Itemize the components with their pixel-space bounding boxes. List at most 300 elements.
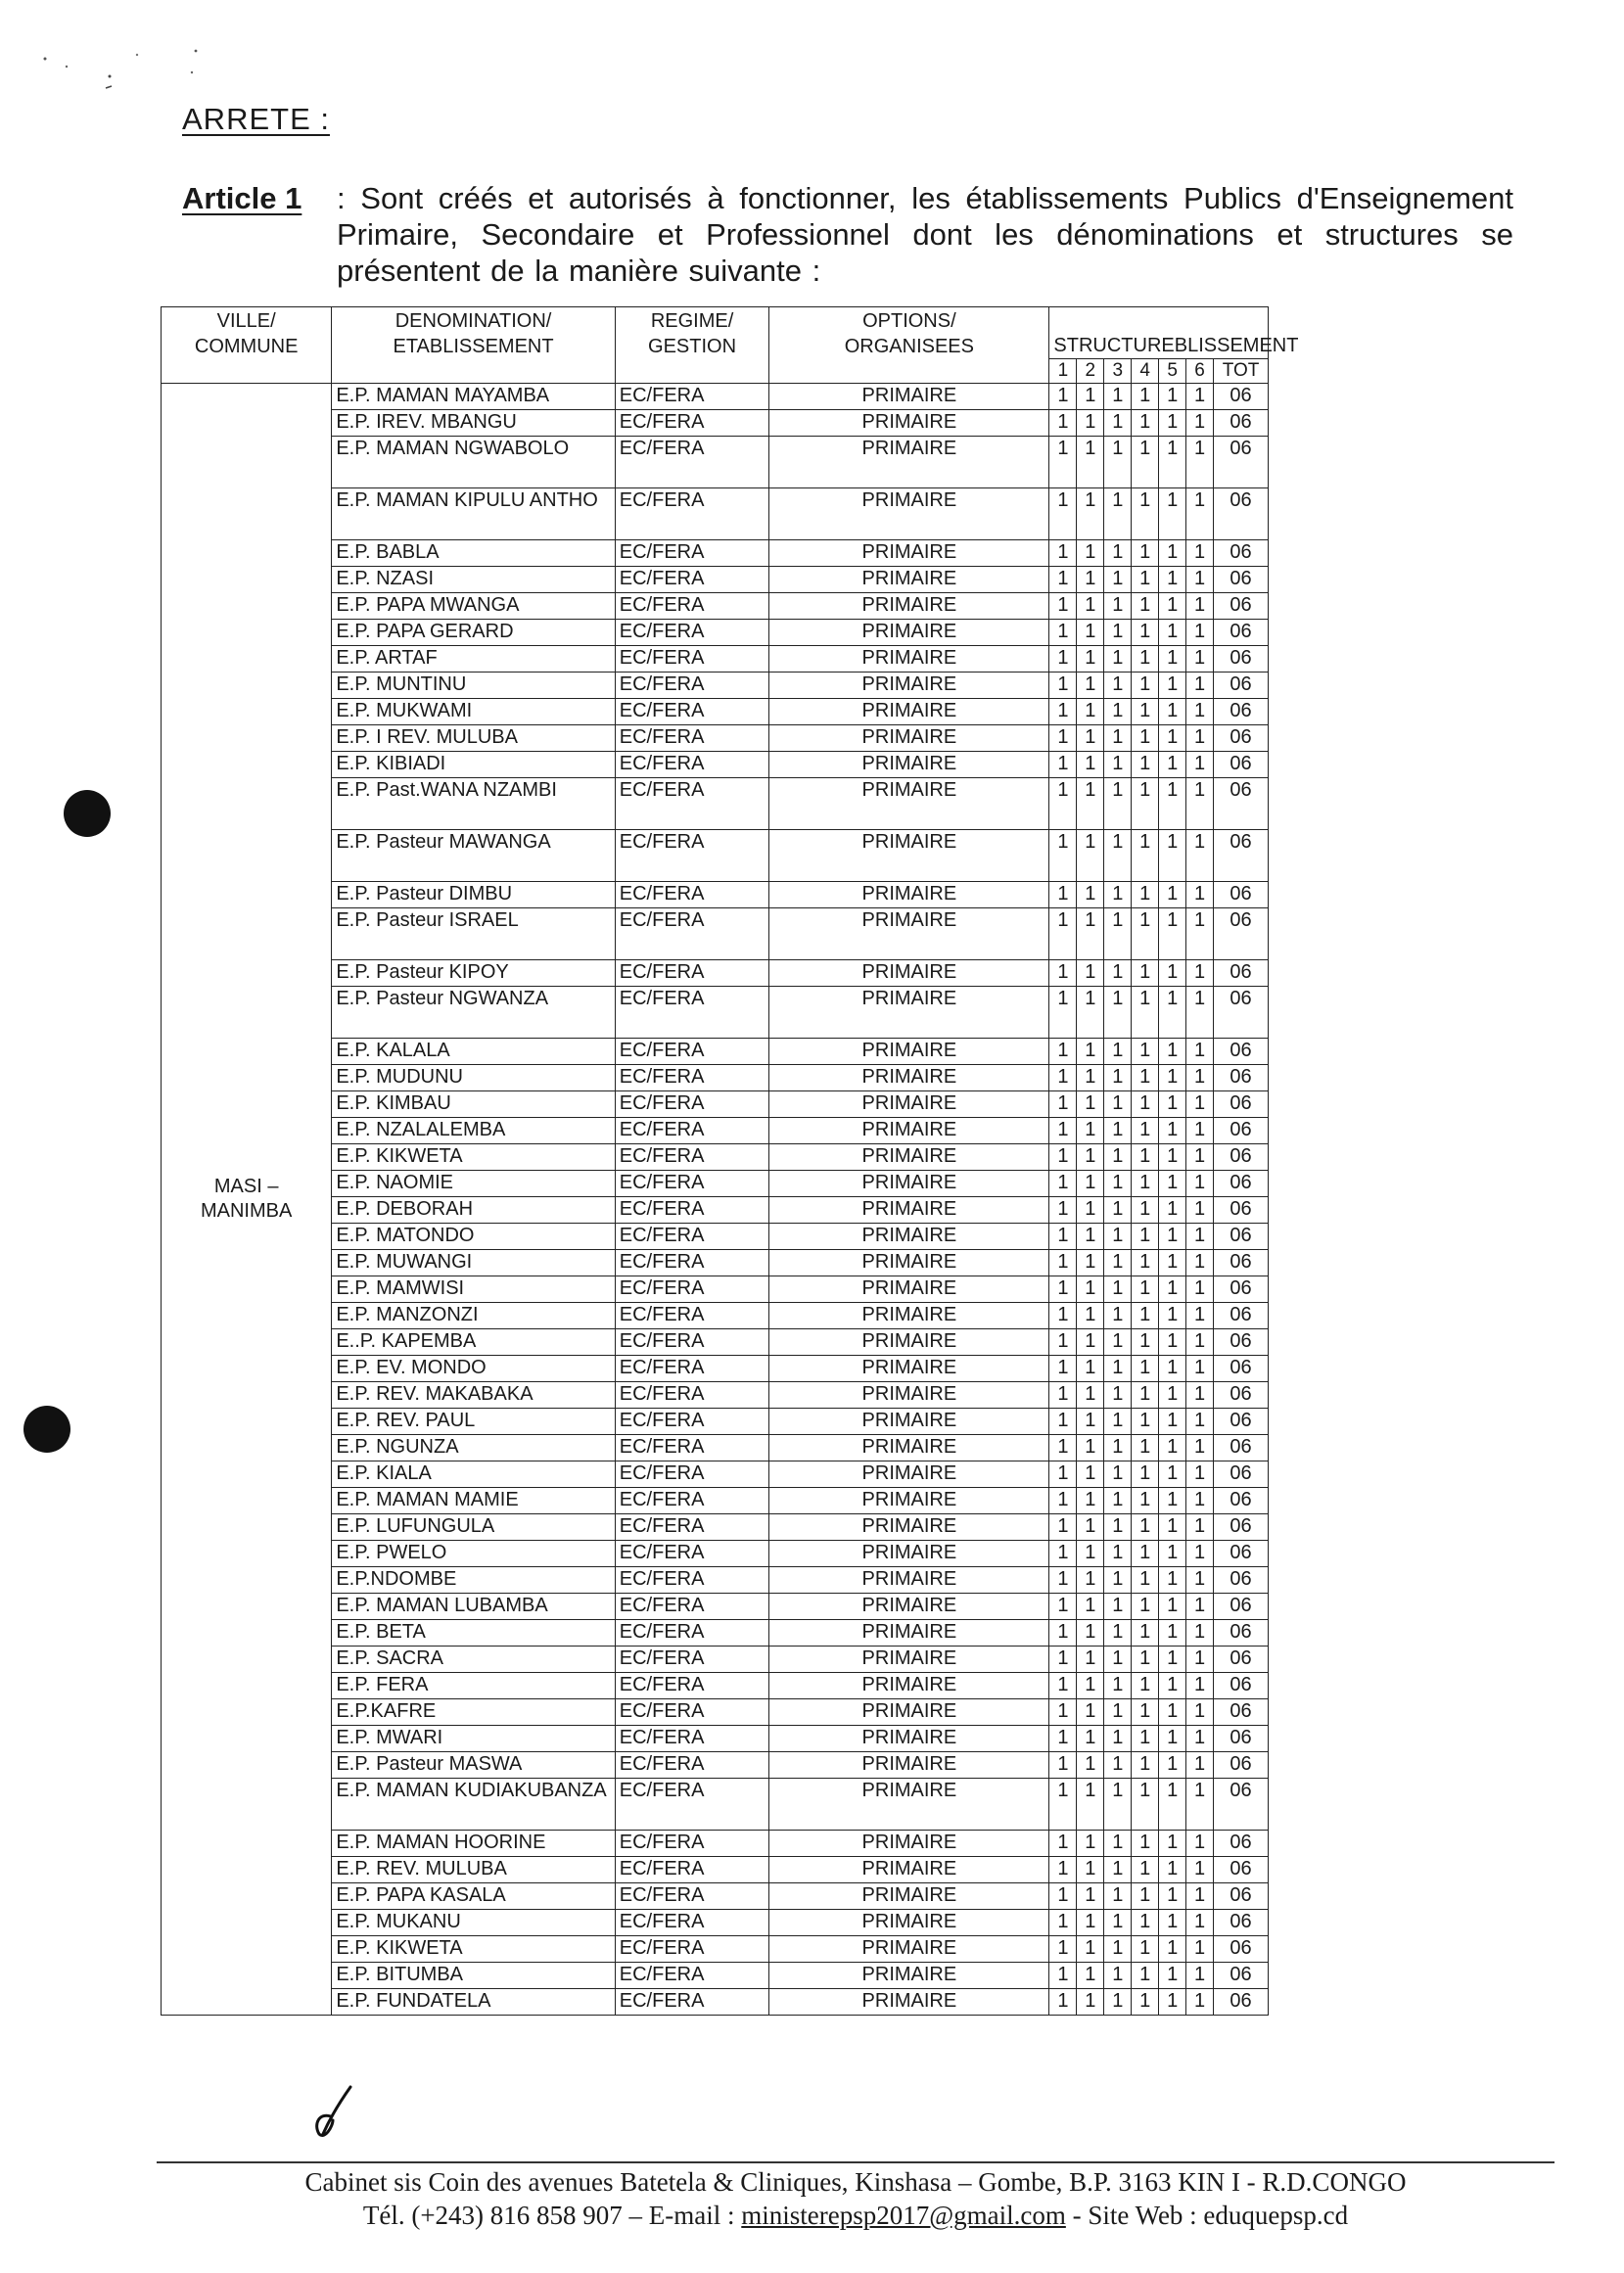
school-regime: EC/FERA (615, 778, 769, 830)
structure-class-3: 1 (1104, 540, 1132, 567)
structure-total: 06 (1214, 1910, 1269, 1936)
structure-class-6: 1 (1186, 1779, 1214, 1831)
structure-class-6: 1 (1186, 1699, 1214, 1726)
structure-class-2: 1 (1077, 410, 1104, 437)
school-option: PRIMAIRE (769, 1197, 1049, 1224)
structure-class-6: 1 (1186, 1831, 1214, 1857)
structure-total: 06 (1214, 1118, 1269, 1144)
structure-class-2: 1 (1077, 882, 1104, 908)
structure-class-3: 1 (1104, 1910, 1132, 1936)
structure-class-1: 1 (1049, 1461, 1077, 1488)
structure-total: 06 (1214, 593, 1269, 620)
structure-class-6: 1 (1186, 567, 1214, 593)
school-regime: EC/FERA (615, 1699, 769, 1726)
school-regime: EC/FERA (615, 1461, 769, 1488)
structure-class-5: 1 (1159, 673, 1186, 699)
school-regime: EC/FERA (615, 1356, 769, 1382)
school-option: PRIMAIRE (769, 1726, 1049, 1752)
school-regime: EC/FERA (615, 437, 769, 488)
structure-class-1: 1 (1049, 567, 1077, 593)
structure-class-5: 1 (1159, 778, 1186, 830)
structure-class-5: 1 (1159, 1673, 1186, 1699)
structure-class-1: 1 (1049, 1356, 1077, 1382)
structure-class-6: 1 (1186, 1883, 1214, 1910)
structure-class-2: 1 (1077, 1673, 1104, 1699)
structure-class-2: 1 (1077, 1091, 1104, 1118)
structure-class-2: 1 (1077, 620, 1104, 646)
structure-class-3: 1 (1104, 1857, 1132, 1883)
school-option: PRIMAIRE (769, 699, 1049, 725)
structure-class-6: 1 (1186, 778, 1214, 830)
school-option: PRIMAIRE (769, 987, 1049, 1039)
article-text: : Sont créés et autorisés à fonctionner, les établissements Publics d'Enseignement Primaire, Secondaire et Professionnel dont les dénominations et structures se présentent de la manière suivante : (337, 181, 1513, 288)
structure-class-4: 1 (1132, 540, 1159, 567)
structure-class-4: 1 (1132, 882, 1159, 908)
structure-class-2: 1 (1077, 1039, 1104, 1065)
school-option: PRIMAIRE (769, 1065, 1049, 1091)
structure-class-4: 1 (1132, 410, 1159, 437)
school-option: PRIMAIRE (769, 725, 1049, 752)
structure-class-6: 1 (1186, 488, 1214, 540)
article-label: Article 1 (182, 181, 302, 215)
school-name: E.P. REV. PAUL (332, 1409, 615, 1435)
school-option: PRIMAIRE (769, 882, 1049, 908)
structure-class-2: 1 (1077, 1197, 1104, 1224)
structure-class-6: 1 (1186, 1752, 1214, 1779)
school-option: PRIMAIRE (769, 960, 1049, 987)
footer-phone: Tél. (+243) 816 858 907 – E-mail : (362, 2201, 742, 2230)
header-col-6: 6 (1186, 359, 1214, 384)
header-col-1: 1 (1049, 359, 1077, 384)
structure-class-6: 1 (1186, 1620, 1214, 1647)
structure-class-1: 1 (1049, 1118, 1077, 1144)
structure-class-1: 1 (1049, 1039, 1077, 1065)
school-option: PRIMAIRE (769, 1224, 1049, 1250)
school-regime: EC/FERA (615, 1039, 769, 1065)
structure-class-2: 1 (1077, 1118, 1104, 1144)
structure-class-2: 1 (1077, 908, 1104, 960)
school-regime: EC/FERA (615, 1567, 769, 1594)
structure-total: 06 (1214, 1647, 1269, 1673)
structure-total: 06 (1214, 1356, 1269, 1382)
structure-class-2: 1 (1077, 1382, 1104, 1409)
structure-class-3: 1 (1104, 1726, 1132, 1752)
footer-website: - Site Web : eduquepsp.cd (1065, 2201, 1349, 2230)
structure-class-5: 1 (1159, 1382, 1186, 1409)
structure-class-2: 1 (1077, 960, 1104, 987)
school-option: PRIMAIRE (769, 488, 1049, 540)
structure-class-4: 1 (1132, 1963, 1159, 1989)
structure-class-3: 1 (1104, 1039, 1132, 1065)
school-option: PRIMAIRE (769, 1329, 1049, 1356)
structure-class-6: 1 (1186, 410, 1214, 437)
school-name: E.P. MAMAN LUBAMBA (332, 1594, 615, 1620)
structure-class-5: 1 (1159, 1567, 1186, 1594)
structure-class-4: 1 (1132, 1883, 1159, 1910)
structure-class-5: 1 (1159, 1435, 1186, 1461)
structure-class-3: 1 (1104, 1488, 1132, 1514)
structure-class-2: 1 (1077, 1857, 1104, 1883)
structure-class-2: 1 (1077, 1831, 1104, 1857)
structure-total: 06 (1214, 488, 1269, 540)
structure-class-1: 1 (1049, 1329, 1077, 1356)
structure-class-6: 1 (1186, 1144, 1214, 1171)
structure-total: 06 (1214, 1883, 1269, 1910)
structure-class-6: 1 (1186, 960, 1214, 987)
structure-class-3: 1 (1104, 1936, 1132, 1963)
school-option: PRIMAIRE (769, 1594, 1049, 1620)
school-regime: EC/FERA (615, 752, 769, 778)
structure-class-1: 1 (1049, 1514, 1077, 1541)
school-regime: EC/FERA (615, 1752, 769, 1779)
structure-class-5: 1 (1159, 593, 1186, 620)
structure-class-5: 1 (1159, 908, 1186, 960)
footer-email[interactable]: ministerepsp2017@gmail.com (741, 2201, 1066, 2230)
school-name: E.P. KIBIADI (332, 752, 615, 778)
school-regime: EC/FERA (615, 1989, 769, 2016)
school-name: E.P. IREV. MBANGU (332, 410, 615, 437)
structure-class-5: 1 (1159, 1647, 1186, 1673)
structure-class-5: 1 (1159, 1276, 1186, 1303)
structure-class-5: 1 (1159, 1831, 1186, 1857)
structure-class-3: 1 (1104, 960, 1132, 987)
school-option: PRIMAIRE (769, 1356, 1049, 1382)
school-name: E.P. SACRA (332, 1647, 615, 1673)
school-name: E.P. MAMWISI (332, 1276, 615, 1303)
structure-class-4: 1 (1132, 1356, 1159, 1382)
structure-class-1: 1 (1049, 1250, 1077, 1276)
school-option: PRIMAIRE (769, 1382, 1049, 1409)
school-regime: EC/FERA (615, 567, 769, 593)
structure-class-1: 1 (1049, 437, 1077, 488)
structure-class-2: 1 (1077, 673, 1104, 699)
footer-divider (157, 2161, 1554, 2163)
structure-class-6: 1 (1186, 1673, 1214, 1699)
structure-class-6: 1 (1186, 1118, 1214, 1144)
school-option: PRIMAIRE (769, 1779, 1049, 1831)
structure-class-2: 1 (1077, 384, 1104, 410)
structure-class-2: 1 (1077, 1065, 1104, 1091)
structure-class-3: 1 (1104, 1409, 1132, 1435)
school-name: E.P. PAPA KASALA (332, 1883, 615, 1910)
school-name: E.P. NZASI (332, 567, 615, 593)
school-name: E.P. BITUMBA (332, 1963, 615, 1989)
structure-class-6: 1 (1186, 646, 1214, 673)
structure-class-2: 1 (1077, 987, 1104, 1039)
school-option: PRIMAIRE (769, 1883, 1049, 1910)
structure-class-5: 1 (1159, 646, 1186, 673)
structure-class-5: 1 (1159, 1250, 1186, 1276)
structure-class-4: 1 (1132, 1488, 1159, 1514)
structure-class-4: 1 (1132, 1091, 1159, 1118)
school-regime: EC/FERA (615, 540, 769, 567)
school-regime: EC/FERA (615, 1910, 769, 1936)
structure-class-4: 1 (1132, 567, 1159, 593)
structure-class-2: 1 (1077, 1356, 1104, 1382)
structure-class-4: 1 (1132, 620, 1159, 646)
structure-total: 06 (1214, 1514, 1269, 1541)
structure-class-3: 1 (1104, 1699, 1132, 1726)
structure-class-2: 1 (1077, 1726, 1104, 1752)
structure-class-6: 1 (1186, 1989, 1214, 2016)
structure-class-1: 1 (1049, 1276, 1077, 1303)
structure-class-3: 1 (1104, 1118, 1132, 1144)
structure-class-5: 1 (1159, 1514, 1186, 1541)
structure-class-1: 1 (1049, 908, 1077, 960)
structure-class-5: 1 (1159, 1356, 1186, 1382)
table-row (162, 384, 1269, 410)
structure-total: 06 (1214, 1382, 1269, 1409)
school-regime: EC/FERA (615, 646, 769, 673)
school-name: E.P.KAFRE (332, 1699, 615, 1726)
school-option: PRIMAIRE (769, 1647, 1049, 1673)
structure-class-3: 1 (1104, 778, 1132, 830)
school-name: E.P. Pasteur MAWANGA (332, 830, 615, 882)
structure-class-4: 1 (1132, 1276, 1159, 1303)
school-name: E.P. MWARI (332, 1726, 615, 1752)
structure-class-4: 1 (1132, 1144, 1159, 1171)
structure-total: 06 (1214, 1936, 1269, 1963)
structure-class-2: 1 (1077, 699, 1104, 725)
structure-class-5: 1 (1159, 699, 1186, 725)
structure-class-6: 1 (1186, 1435, 1214, 1461)
structure-class-1: 1 (1049, 1594, 1077, 1620)
structure-class-5: 1 (1159, 1488, 1186, 1514)
structure-class-3: 1 (1104, 410, 1132, 437)
school-option: PRIMAIRE (769, 752, 1049, 778)
school-option: PRIMAIRE (769, 540, 1049, 567)
structure-class-4: 1 (1132, 1936, 1159, 1963)
structure-total: 06 (1214, 725, 1269, 752)
structure-class-5: 1 (1159, 1936, 1186, 1963)
structure-class-3: 1 (1104, 1647, 1132, 1673)
structure-class-3: 1 (1104, 1171, 1132, 1197)
structure-class-3: 1 (1104, 1779, 1132, 1831)
structure-class-4: 1 (1132, 1065, 1159, 1091)
structure-class-4: 1 (1132, 1303, 1159, 1329)
structure-class-6: 1 (1186, 830, 1214, 882)
structure-class-5: 1 (1159, 1118, 1186, 1144)
school-regime: EC/FERA (615, 987, 769, 1039)
school-option: PRIMAIRE (769, 1118, 1049, 1144)
school-name: E..P. KAPEMBA (332, 1329, 615, 1356)
structure-class-1: 1 (1049, 1144, 1077, 1171)
structure-class-1: 1 (1049, 1197, 1077, 1224)
school-option: PRIMAIRE (769, 410, 1049, 437)
structure-total: 06 (1214, 384, 1269, 410)
structure-total: 06 (1214, 778, 1269, 830)
school-option: PRIMAIRE (769, 1250, 1049, 1276)
school-name: E.P. MUDUNU (332, 1065, 615, 1091)
school-regime: EC/FERA (615, 1673, 769, 1699)
structure-class-4: 1 (1132, 908, 1159, 960)
school-option: PRIMAIRE (769, 1541, 1049, 1567)
structure-class-2: 1 (1077, 1409, 1104, 1435)
school-name: E.P. MAMAN MAYAMBA (332, 384, 615, 410)
structure-total: 06 (1214, 1779, 1269, 1831)
structure-class-3: 1 (1104, 1989, 1132, 2016)
schools-table-body (162, 384, 1269, 2016)
structure-class-3: 1 (1104, 1567, 1132, 1594)
school-option: PRIMAIRE (769, 1091, 1049, 1118)
school-regime: EC/FERA (615, 1409, 769, 1435)
structure-class-3: 1 (1104, 1303, 1132, 1329)
structure-class-2: 1 (1077, 830, 1104, 882)
structure-class-3: 1 (1104, 437, 1132, 488)
school-regime: EC/FERA (615, 1963, 769, 1989)
structure-class-4: 1 (1132, 1197, 1159, 1224)
school-regime: EC/FERA (615, 1171, 769, 1197)
header-ville: VILLE/ COMMUNE (162, 307, 332, 384)
structure-class-5: 1 (1159, 1989, 1186, 2016)
school-regime: EC/FERA (615, 1594, 769, 1620)
structure-class-4: 1 (1132, 1647, 1159, 1673)
structure-class-3: 1 (1104, 1065, 1132, 1091)
structure-class-2: 1 (1077, 1567, 1104, 1594)
structure-class-6: 1 (1186, 1461, 1214, 1488)
structure-class-2: 1 (1077, 1883, 1104, 1910)
structure-total: 06 (1214, 1435, 1269, 1461)
school-name: E.P. DEBORAH (332, 1197, 615, 1224)
structure-class-2: 1 (1077, 437, 1104, 488)
school-regime: EC/FERA (615, 1831, 769, 1857)
header-options: OPTIONS/ ORGANISEES (769, 307, 1049, 384)
school-name: E.P. PAPA GERARD (332, 620, 615, 646)
structure-class-3: 1 (1104, 1144, 1132, 1171)
school-option: PRIMAIRE (769, 1409, 1049, 1435)
structure-class-5: 1 (1159, 1303, 1186, 1329)
structure-class-2: 1 (1077, 752, 1104, 778)
structure-class-6: 1 (1186, 1488, 1214, 1514)
structure-class-3: 1 (1104, 1461, 1132, 1488)
school-regime: EC/FERA (615, 488, 769, 540)
school-regime: EC/FERA (615, 960, 769, 987)
structure-total: 06 (1214, 1409, 1269, 1435)
structure-class-1: 1 (1049, 593, 1077, 620)
school-regime: EC/FERA (615, 1435, 769, 1461)
structure-total: 06 (1214, 1039, 1269, 1065)
structure-class-3: 1 (1104, 567, 1132, 593)
school-option: PRIMAIRE (769, 1039, 1049, 1065)
school-regime: EC/FERA (615, 1197, 769, 1224)
structure-class-4: 1 (1132, 1171, 1159, 1197)
school-regime: EC/FERA (615, 1224, 769, 1250)
school-regime: EC/FERA (615, 673, 769, 699)
footer-address: Cabinet sis Coin des avenues Batetela & Cliniques, Kinshasa – Gombe, B.P. 3163 KIN I - R.D.CONGO (304, 2167, 1407, 2197)
header-col-2: 2 (1077, 359, 1104, 384)
structure-class-2: 1 (1077, 1514, 1104, 1541)
structure-class-5: 1 (1159, 1144, 1186, 1171)
school-regime: EC/FERA (615, 1936, 769, 1963)
structure-class-3: 1 (1104, 646, 1132, 673)
structure-class-5: 1 (1159, 830, 1186, 882)
structure-class-5: 1 (1159, 1857, 1186, 1883)
school-regime: EC/FERA (615, 593, 769, 620)
structure-class-1: 1 (1049, 830, 1077, 882)
structure-class-4: 1 (1132, 593, 1159, 620)
structure-total: 06 (1214, 1250, 1269, 1276)
structure-class-3: 1 (1104, 673, 1132, 699)
school-name: E.P. NZALALEMBA (332, 1118, 615, 1144)
school-option: PRIMAIRE (769, 1435, 1049, 1461)
structure-class-4: 1 (1132, 1989, 1159, 2016)
structure-class-4: 1 (1132, 1779, 1159, 1831)
school-option: PRIMAIRE (769, 1752, 1049, 1779)
header-col-4: 4 (1132, 359, 1159, 384)
structure-class-6: 1 (1186, 1250, 1214, 1276)
structure-total: 06 (1214, 1091, 1269, 1118)
structure-class-1: 1 (1049, 1620, 1077, 1647)
structure-class-2: 1 (1077, 1461, 1104, 1488)
school-name: E.P. KALALA (332, 1039, 615, 1065)
school-regime: EC/FERA (615, 1065, 769, 1091)
structure-class-5: 1 (1159, 437, 1186, 488)
structure-class-1: 1 (1049, 1910, 1077, 1936)
structure-class-1: 1 (1049, 384, 1077, 410)
schools-table (161, 306, 1299, 2016)
structure-total: 06 (1214, 646, 1269, 673)
structure-class-6: 1 (1186, 882, 1214, 908)
school-name: E.P. FUNDATELA (332, 1989, 615, 2016)
structure-class-4: 1 (1132, 987, 1159, 1039)
school-name: E.P. ARTAF (332, 646, 615, 673)
structure-class-3: 1 (1104, 1594, 1132, 1620)
structure-class-3: 1 (1104, 620, 1132, 646)
structure-class-1: 1 (1049, 752, 1077, 778)
structure-total: 06 (1214, 1963, 1269, 1989)
school-regime: EC/FERA (615, 882, 769, 908)
structure-class-2: 1 (1077, 593, 1104, 620)
structure-class-4: 1 (1132, 752, 1159, 778)
structure-class-6: 1 (1186, 725, 1214, 752)
structure-class-6: 1 (1186, 1329, 1214, 1356)
school-regime: EC/FERA (615, 830, 769, 882)
school-regime: EC/FERA (615, 620, 769, 646)
school-regime: EC/FERA (615, 1857, 769, 1883)
structure-class-3: 1 (1104, 1620, 1132, 1647)
structure-class-4: 1 (1132, 1910, 1159, 1936)
structure-total: 06 (1214, 673, 1269, 699)
structure-class-1: 1 (1049, 620, 1077, 646)
footer-contacts (157, 2201, 1554, 2231)
structure-class-3: 1 (1104, 699, 1132, 725)
structure-total: 06 (1214, 1699, 1269, 1726)
structure-class-1: 1 (1049, 1435, 1077, 1461)
structure-class-1: 1 (1049, 646, 1077, 673)
structure-class-5: 1 (1159, 1171, 1186, 1197)
structure-class-5: 1 (1159, 1039, 1186, 1065)
structure-total: 06 (1214, 1461, 1269, 1488)
structure-class-5: 1 (1159, 1541, 1186, 1567)
school-name: E.P. Past.WANA NZAMBI (332, 778, 615, 830)
structure-class-2: 1 (1077, 1250, 1104, 1276)
school-regime: EC/FERA (615, 1514, 769, 1541)
structure-class-1: 1 (1049, 1752, 1077, 1779)
school-regime: EC/FERA (615, 1883, 769, 1910)
structure-class-2: 1 (1077, 1910, 1104, 1936)
structure-class-4: 1 (1132, 699, 1159, 725)
structure-class-2: 1 (1077, 1144, 1104, 1171)
structure-class-4: 1 (1132, 960, 1159, 987)
school-name: E.P. BETA (332, 1620, 615, 1647)
structure-class-6: 1 (1186, 1594, 1214, 1620)
structure-class-6: 1 (1186, 1382, 1214, 1409)
structure-class-6: 1 (1186, 1065, 1214, 1091)
structure-class-6: 1 (1186, 593, 1214, 620)
structure-class-1: 1 (1049, 1171, 1077, 1197)
structure-class-5: 1 (1159, 567, 1186, 593)
structure-total: 06 (1214, 1752, 1269, 1779)
